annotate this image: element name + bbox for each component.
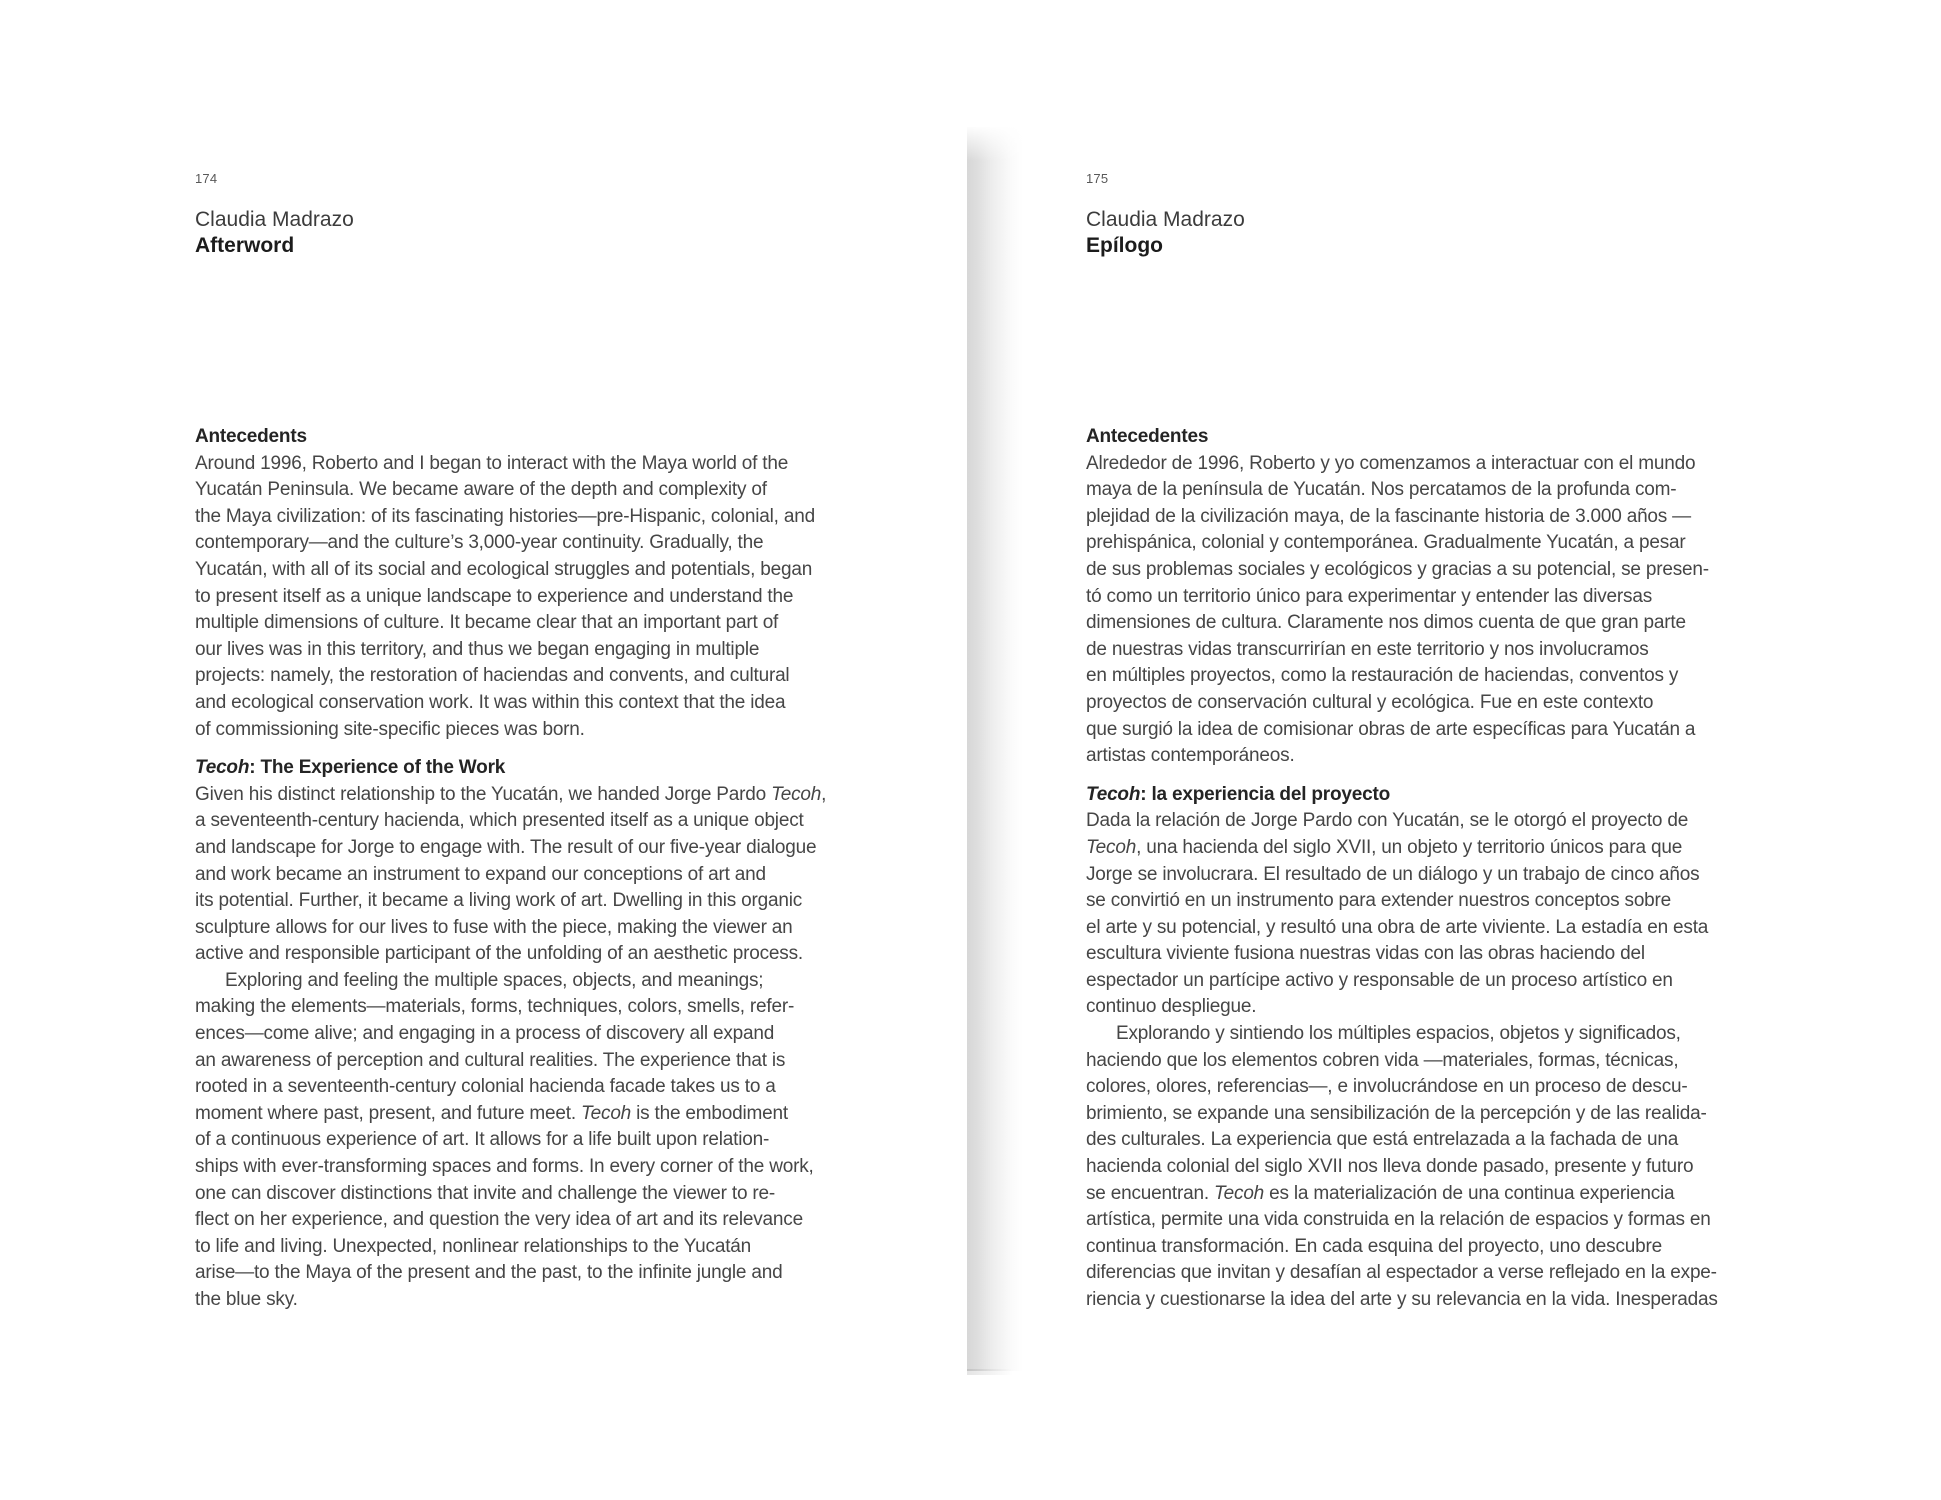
text-line: Given his distinct relationship to the Yucatán, we handed Jorge Pardo Tecoh, xyxy=(195,783,827,805)
text-line: artistas contemporáneos. xyxy=(1086,745,1295,767)
text-line: dimensiones de cultura. Claramente nos dimos cuenta de que gran parte xyxy=(1086,612,1686,634)
text-line: diferencias que invitan y desafían al espectador a verse reflejado en la expe- xyxy=(1086,1262,1717,1284)
section-heading: Tecoh: la experiencia del proyecto xyxy=(1086,783,1390,805)
text-line: de sus problemas sociales y ecológicos y gracias a su potencial, se presen- xyxy=(1086,558,1709,580)
text-line: and work became an instrument to expand our conceptions of art and xyxy=(195,863,766,885)
section-heading: Antecedentes xyxy=(1086,426,1209,447)
text-line: multiple dimensions of culture. It became clear that an important part of xyxy=(195,612,779,634)
text-line: Dada la relación de Jorge Pardo con Yucatán, se le otorgó el proyecto de xyxy=(1086,810,1689,832)
page-number: 175 xyxy=(1086,171,1109,186)
text-line: moment where past, present, and future meet. Tecoh is the embodiment xyxy=(195,1102,788,1124)
text-line: se encuentran. Tecoh es la materialización de una continua experiencia xyxy=(1086,1182,1675,1204)
page-body xyxy=(1086,424,1806,1314)
text-line: Yucatán Peninsula. We became aware of the depth and complexity of xyxy=(195,479,767,501)
paragraph xyxy=(1086,451,1806,770)
text-line: artística, permite una vida construida en la relación de espacios y formas en xyxy=(1086,1209,1711,1231)
text-line: haciendo que los elementos cobren vida —materiales, formas, técnicas, xyxy=(1086,1049,1679,1071)
text-line: que surgió la idea de comisionar obras de arte específicas para Yucatán a xyxy=(1086,718,1696,740)
paragraph xyxy=(195,968,915,1314)
text-line: tó como un territorio único para experimentar y entender las diversas xyxy=(1086,585,1652,607)
text-line: a seventeenth-century hacienda, which presented itself as a unique object xyxy=(195,810,804,832)
text-line: our lives was in this territory, and thus we began engaging in multiple xyxy=(195,638,760,660)
text-line: making the elements—materials, forms, techniques, colors, smells, refer- xyxy=(195,996,795,1018)
text-line: escultura viviente fusiona nuestras vidas con las obras haciendo del xyxy=(1086,943,1645,965)
text-line: ships with ever-transforming spaces and forms. In every corner of the work, xyxy=(195,1156,814,1178)
text-line: to life and living. Unexpected, nonlinear relationships to the Yucatán xyxy=(195,1235,752,1257)
text-line: its potential. Further, it became a living work of art. Dwelling in this organic xyxy=(195,890,803,912)
text-line: of commissioning site-specific pieces was born. xyxy=(195,718,585,740)
text-line: Alrededor de 1996, Roberto y yo comenzamos a interactuar con el mundo xyxy=(1086,452,1696,474)
text-line: active and responsible participant of the unfolding of an aesthetic process. xyxy=(195,943,803,965)
paragraph xyxy=(195,782,915,968)
text-line: colores, olores, referencias—, e involucrándose en un proceso de descu- xyxy=(1086,1076,1688,1098)
text-line: the Maya civilization: of its fascinating histories—pre-Hispanic, colonial, and xyxy=(195,505,815,527)
text-line: hacienda colonial del siglo XVII nos lleva donde pasado, presente y futuro xyxy=(1086,1156,1694,1178)
text-line: and landscape for Jorge to engage with. The result of our five-year dialogue xyxy=(195,836,817,858)
text-line: an awareness of perception and cultural realities. The experience that is xyxy=(195,1049,786,1071)
text-line: el arte y su potencial, y resultó una obra de arte viviente. La estadía en esta xyxy=(1086,916,1709,938)
text-line: continuo despliegue. xyxy=(1086,996,1257,1018)
text-line: Jorge se involucrara. El resultado de un diálogo y un trabajo de cinco años xyxy=(1086,863,1700,885)
text-line: Around 1996, Roberto and I began to interact with the Maya world of the xyxy=(195,452,789,474)
text-line: Exploring and feeling the multiple spaces, objects, and meanings; xyxy=(225,969,764,991)
text-line: espectador un partícipe activo y responsable de un proceso artístico en xyxy=(1086,969,1673,991)
paragraph xyxy=(1086,808,1806,1021)
text-line: rooted in a seventeenth-century colonial hacienda facade takes us to a xyxy=(195,1076,776,1098)
text-line: se convirtió en un instrumento para extender nuestros conceptos sobre xyxy=(1086,890,1672,912)
paragraph xyxy=(195,451,915,744)
text-line: flect on her experience, and question the very idea of art and its relevance xyxy=(195,1209,803,1231)
text-line: Explorando y sintiendo los múltiples espacios, objetos y significados, xyxy=(1116,1023,1681,1045)
chapter-title: Afterword xyxy=(195,234,295,257)
page-body xyxy=(195,424,915,1314)
text-line: maya de la península de Yucatán. Nos percatamos de la profunda com- xyxy=(1086,479,1677,501)
book-gutter-shadow xyxy=(967,127,1023,1371)
page-right xyxy=(1086,0,1806,1500)
chapter-title: Epílogo xyxy=(1086,234,1163,257)
section-heading: Antecedents xyxy=(195,426,307,447)
text-line: to present itself as a unique landscape to experience and understand the xyxy=(195,585,794,607)
text-line: de nuestras vidas transcurrirían en este territorio y nos involucramos xyxy=(1086,638,1649,660)
text-line: of a continuous experience of art. It allows for a life built upon relation- xyxy=(195,1129,770,1151)
text-line: des culturales. La experiencia que está entrelazada a la fachada de una xyxy=(1086,1129,1679,1151)
text-line: en múltiples proyectos, como la restauración de haciendas, conventos y xyxy=(1086,665,1679,687)
text-line: and ecological conservation work. It was within this context that the idea xyxy=(195,691,786,713)
text-line: projects: namely, the restoration of haciendas and convents, and cultural xyxy=(195,665,790,687)
text-line: continua transformación. En cada esquina del proyecto, uno descubre xyxy=(1086,1235,1662,1257)
text-line: Yucatán, with all of its social and ecological struggles and potentials, began xyxy=(195,558,813,580)
section-heading: Tecoh: The Experience of the Work xyxy=(195,757,506,779)
text-line: Tecoh, una hacienda del siglo XVII, un objeto y territorio únicos para que xyxy=(1086,836,1683,858)
text-line: ences—come alive; and engaging in a process of discovery all expand xyxy=(195,1023,775,1045)
author-name: Claudia Madrazo xyxy=(195,208,354,231)
text-line: the blue sky. xyxy=(195,1289,298,1310)
text-line: brimiento, se expande una sensibilización de la percepción y de las realida- xyxy=(1086,1102,1707,1124)
text-line: contemporary—and the culture’s 3,000-year continuity. Gradually, the xyxy=(195,532,764,554)
paragraph xyxy=(1086,1021,1806,1314)
text-line: proyectos de conservación cultural y ecológica. Fue en este contexto xyxy=(1086,691,1654,713)
text-line: riencia y cuestionarse la idea del arte y su relevancia en la vida. Inesperadas xyxy=(1086,1289,1718,1310)
page-number: 174 xyxy=(195,171,218,186)
text-line: plejidad de la civilización maya, de la fascinante historia de 3.000 años — xyxy=(1086,505,1691,527)
text-line: sculpture allows for our lives to fuse with the piece, making the viewer an xyxy=(195,916,793,938)
author-name: Claudia Madrazo xyxy=(1086,208,1245,231)
page-left xyxy=(195,0,915,1500)
text-line: prehispánica, colonial y contemporánea. Gradualmente Yucatán, a pesar xyxy=(1086,532,1686,554)
text-line: arise—to the Maya of the present and the past, to the infinite jungle and xyxy=(195,1262,783,1284)
text-line: one can discover distinctions that invite and challenge the viewer to re- xyxy=(195,1182,776,1204)
